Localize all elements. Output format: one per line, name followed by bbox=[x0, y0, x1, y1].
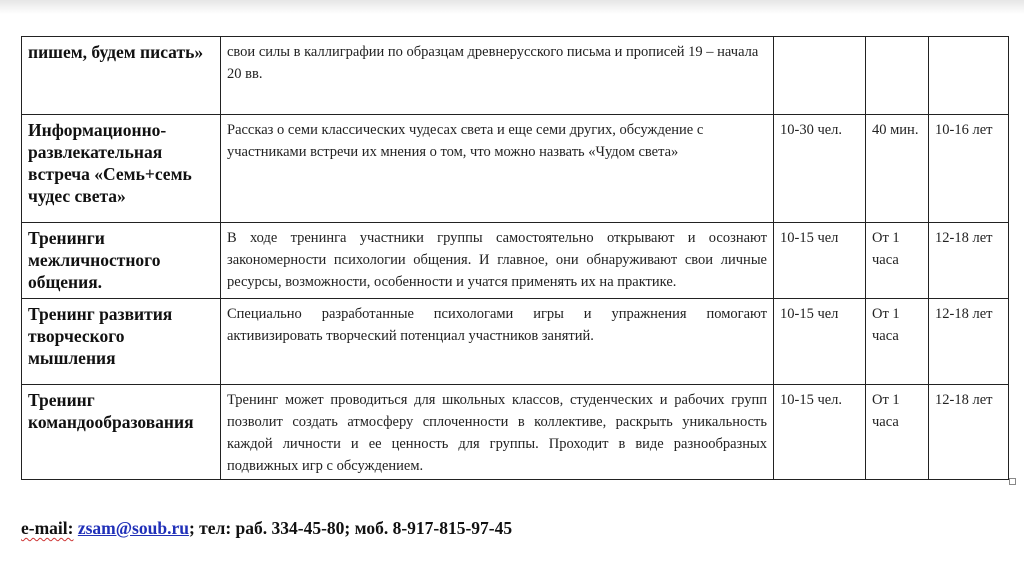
resize-handle[interactable] bbox=[1009, 478, 1016, 485]
page-top-edge bbox=[0, 0, 1024, 14]
program-description: свои силы в каллиграфии по образцам древнерусского письма и прописей 19 – начала 20 вв. bbox=[221, 37, 774, 115]
program-name: Тренинг развития творческого мышления bbox=[22, 299, 221, 385]
program-group-size: 10-15 чел bbox=[774, 299, 866, 385]
program-group-size bbox=[774, 37, 866, 115]
program-duration bbox=[866, 37, 929, 115]
table-row bbox=[22, 385, 1009, 480]
program-duration: От 1 часа bbox=[866, 299, 929, 385]
program-age: 12-18 лет bbox=[929, 385, 1009, 480]
program-group-size: 10-15 чел bbox=[774, 223, 866, 299]
program-description: Тренинг может проводиться для школьных классов, студенческих и рабочих групп позволит создать атмосферу сплоченности в коллективе, раскрыть уникальность каждой личности и ее ценность для группы. Проходит в виде разнообразных подвижных игр с обсуждением. bbox=[221, 385, 774, 480]
program-name: пишем, будем писать» bbox=[22, 37, 221, 115]
program-age bbox=[929, 37, 1009, 115]
table-row bbox=[22, 223, 1009, 299]
program-name: Тренинги межличностного общения. bbox=[22, 223, 221, 299]
program-table bbox=[21, 36, 1009, 480]
program-duration: От 1 часа bbox=[866, 223, 929, 299]
program-age: 12-18 лет bbox=[929, 299, 1009, 385]
program-group-size: 10-15 чел. bbox=[774, 385, 866, 480]
program-duration: 40 мин. bbox=[866, 115, 929, 223]
program-age: 10-16 лет bbox=[929, 115, 1009, 223]
program-name: Тренинг командообразования bbox=[22, 385, 221, 480]
program-name: Информационно-развлекательная встреча «Семь+семь чудес света» bbox=[22, 115, 221, 223]
program-description: Специально разработанные психологами игры и упражнения помогают активизировать творческий потенциал участников занятий. bbox=[221, 299, 774, 385]
program-description: Рассказ о семи классических чудесах света и еще семи других, обсуждение с участниками встречи их мнения о том, что можно назвать «Чудом света» bbox=[221, 115, 774, 223]
program-group-size: 10-30 чел. bbox=[774, 115, 866, 223]
program-description: В ходе тренинга участники группы самостоятельно открывают и осознают закономерности психологии общения. И главное, они обнаруживают свои личные ресурсы, возможности, особенности и учатся применять их на практике. bbox=[221, 223, 774, 299]
table-row bbox=[22, 299, 1009, 385]
phone-numbers: ; тел: раб. 334-45-80; моб. 8-917-815-97-45 bbox=[188, 518, 513, 538]
program-duration: От 1 часа bbox=[866, 385, 929, 480]
table-row bbox=[22, 37, 1009, 115]
email-label: e-mail: bbox=[21, 518, 74, 538]
table-row bbox=[22, 115, 1009, 223]
email-link[interactable]: zsam@soub.ru bbox=[77, 518, 189, 538]
program-age: 12-18 лет bbox=[929, 223, 1009, 299]
contact-line bbox=[21, 518, 512, 539]
